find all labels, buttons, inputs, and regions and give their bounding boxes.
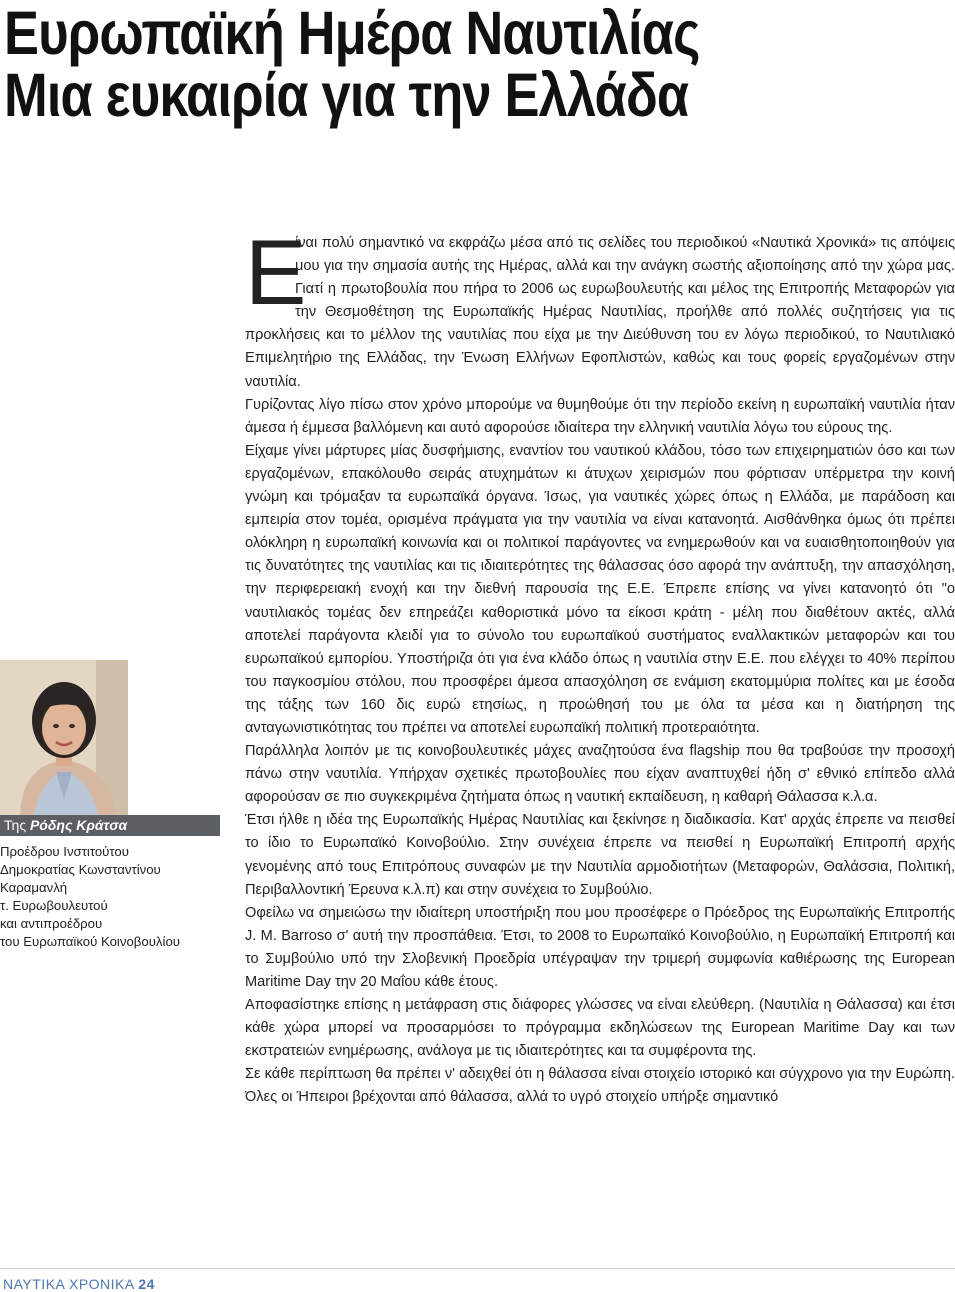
article-paragraph: Είχαμε γίνει μάρτυρες μίας δυσφήμισης, εναντίον του ναυτικού κλάδου, τόσο των επιχειρηματιών όσο και των εργαζομένων, επακόλουθο σειράς ατυχημάτων κι άτυχων χειρισμών που φόρτισαν υπέρμετρα την κοινή γνώμη και τρόμαξαν τα ευρωπαϊκά όργανα. Ίσως, για ναυτικές χώρες όπως η Ελλάδα, με παράδοση και εμπειρία στον τομέα, ορισμένα πράγματα για την ναυτιλία να είναι κατανοητά. Αισθάνθηκα όμως ότι πρέπει ολόκληρη η ευρωπαϊκή κοινωνία και οι πολιτικοί παράγοντες να ενημερωθούν και να ευαισθητοποιηθούν για τις δυνατότητες της ναυτιλίας και τις ιδιαιτερότητες της θάλασσας όσο αφορά την ανάπτυξη, την απασχόληση, την περιφερειακή ενοχή και την διεθνή παρουσία της Ε.Ε. Έπρεπε επίσης να γίνει κατανοητό ότι "ο ναυτιλιακός τομέας δεν επηρεάζει καθοριστικά μόνο τα είκοσι κράτη - μέλη που διαθέτουν ακτές, αλλά αποτελεί παράγοντα κλειδί για το σύνολο του ευρωπαϊκού συστήματος εναλλακτικών μεταφορών και του ευρωπαϊκού εμπορίου. Υποστήριζα ότι για ένα κλάδο όπως η ναυτιλία στην Ε.Ε. που ελέγχει το 40% περίπου του παγκοσμίου στόλου, που προσφέρει άμεσα απασχόληση σε ενάμιση εκατομμύρια πολίτες και με έσοδα της τάξης των 160 δις ευρώ ετησίως, η προώθησή του με όλα τα μέσα και η διατήρηση της ανταγωνιστικότητας του πρέπει να αποτελεί ευρωπαϊκή πολιτική προτεραιότητα.: [245, 442, 955, 736]
author-portrait-illustration: [0, 660, 128, 815]
author-bio-line: τ. Ευρωβουλευτού: [0, 898, 108, 913]
author-name-bar: [0, 815, 220, 836]
author-bio: [0, 843, 220, 951]
article-paragraph: Έτσι ήλθε η ιδέα της Ευρωπαϊκής Ημέρας Ναυτιλίας και ξεκίνησε η διαδικασία. Κατ' αρχάς έπρεπε να πεισθεί το ίδιο το Ευρωπαϊκό Κοινοβούλιο. Στην συνέχεια έπρεπε να πεισθεί η Ευρωπαϊκή Επιτροπή αρχής γενομένης από τους Επιτρόπους συναφών με την Ναυτιλία αρμοδιοτήτων (Μεταφορών, Θαλάσσια, Πολιτική, Περιβαλλοντική Έρευνα κ.λ.π) και στην συνέχεια το Συμβούλιο.: [245, 812, 955, 898]
author-bio-line: Δημοκρατίας Κωνσταντίνου: [0, 862, 161, 877]
author-bio-line: Προέδρου Ινστιτούτου: [0, 844, 129, 859]
headline-line-1: Ευρωπαϊκή Ημέρα Ναυτιλίας: [4, 0, 700, 67]
drop-cap: Ε: [245, 232, 307, 324]
article-paragraph-text: ίναι πολύ σημαντικό να εκφράζω μέσα από τις σελίδες του περιοδικού «Ναυτικά Χρονικά» τις απόψεις μου για την σημασία αυτής της Ημέρας, αλλά και την ανάγκη σωστής αξιοποίησης από την χώρα μας. Γιατί η πρωτοβουλία που πήρα το 2006 ως ευρωβουλευτής και μέλος της Επιτροπής Μεταφορών για την Θεσμοθέτηση της Ευρωπαϊκής Ημέρας Ναυτιλίας, προήλθε από πολλές συζητήσεις για τις προκλήσεις και το μέλλον της ναυτιλίας που είχα με την Διεύθυνση του εν λόγω περιοδικού, το Ναυτιλιακό Επιμελητήριο της Ελλάδας, την Ένωση Ελλήνων Εφοπλιστών, καθώς και τους φορείς εργαζομένων στην ναυτιλία.: [245, 235, 955, 390]
magazine-name: ΝΑΥΤΙΚΑ ΧΡΟΝΙΚΑ: [3, 1276, 134, 1292]
headline-line-2: Μια ευκαιρία για την Ελλάδα: [4, 61, 689, 129]
headline: [4, 0, 817, 129]
author-bio-line: Καραμανλή: [0, 880, 68, 895]
author-by: Της: [4, 817, 27, 833]
footer-divider: [0, 1268, 955, 1269]
page-footer: [3, 1276, 155, 1292]
author-name: Ρόδης Κράτσα: [29, 817, 128, 833]
article-paragraph: Οφείλω να σημειώσω την ιδιαίτερη υποστήριξη που μου προσέφερε ο Πρόεδρος της Ευρωπαϊκής Επιτροπής J. M. Barroso σ' αυτή την προσπάθεια. Έτσι, το 2008 το Ευρωπαϊκό Κοινοβούλιο, η Ευρωπαϊκή Επιτροπή και το Συμβούλιο υπό την Σλοβενική Προεδρία υπέγραψαν την τριμερή συμφωνία καθιέρωσης της European Maritime Day την 20 Μαΐου κάθε έτους.: [245, 904, 955, 990]
article-paragraph: Σε κάθε περίπτωση θα πρέπει ν' αδειχθεί ότι η θάλασσα είναι στοιχείο ιστορικό και σύγχρονο για την Ευρώπη. Όλες οι Ήπειροι βρέχονται από θάλασσα, αλλά το υγρό στοιχείο υπήρξε σημαντικό: [245, 1066, 955, 1106]
page-number: 24: [138, 1276, 155, 1292]
article-paragraph: [245, 232, 955, 394]
article-paragraph: Παράλληλα λοιπόν με τις κοινοβουλευτικές μάχες αναζητούσα ένα flagship που θα τραβούσε την προσοχή πάνω στην ναυτιλία. Υπήρχαν σχετικές πρωτοβουλίες που είχαν αναπτυχθεί ήδη σ' εθνικό επίπεδο αλλά αφορούσαν σε πιο συγκεκριμένα ζητήματα όπως η ναυτική εκπαίδευση, η καθαρή Θάλασσα κ.λ.α.: [245, 743, 955, 806]
article-paragraph: Αποφασίστηκε επίσης η μετάφραση στις διάφορες γλώσσες να είναι ελεύθερη. (Ναυτιλία η Θάλασσα) και έτσι κάθε χώρα μπορεί να προσαρμόσει το πρόγραμμα εκδηλώσεων της European Maritime Day και των εκστρατειών ενημέρωσης, ανάλογα με τις ιδιαιτερότητες και τα συμφέροντα της.: [245, 997, 955, 1060]
author-bio-line: και αντιπροέδρου: [0, 916, 103, 931]
author-sidebar: [0, 660, 220, 951]
author-bio-line: του Ευρωπαϊκού Κοινοβουλίου: [0, 934, 180, 949]
author-photo: [0, 660, 128, 815]
article-paragraph: Γυρίζοντας λίγο πίσω στον χρόνο μπορούμε να θυμηθούμε ότι την περίοδο εκείνη η ευρωπαϊκή ναυτιλία ήταν άμεσα ή έμμεσα βαλλόμενη και αυτό αφορούσε ιδιαίτερα την ελληνική ναυτιλία λόγω του εύρους της.: [245, 396, 955, 436]
article-body: [245, 232, 955, 1260]
